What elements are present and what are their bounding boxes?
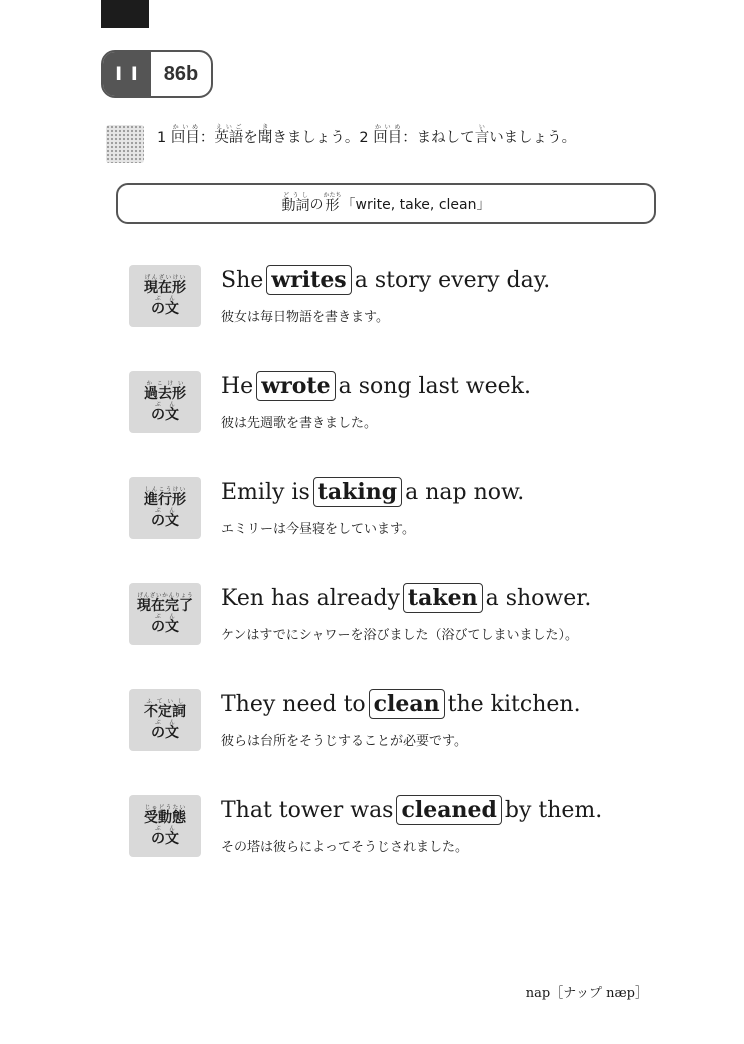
japanese-translation: 彼女は毎日物語を書きます。 [221,310,389,325]
verb-box: taking [313,477,402,507]
japanese-translation: 彼は先週歌を書きました。 [221,416,378,431]
grammar-label: 現在形げんざいけい の文ぶん [129,265,201,327]
pronunciation-note: nap［ナップ næp］ [525,986,648,1001]
track-number-badge [101,50,213,98]
track-side-label: I I [103,52,151,96]
grammar-label: 現在完了げんざいかんりょう の文ぶん [129,583,201,645]
section-title: 動詞どうし の 形かたち 「write, take, clean」 [116,183,656,224]
japanese-translation: その塔は彼らによってそうじされました。 [221,840,469,855]
verb-box: clean [369,689,445,719]
sentence-row [129,265,649,345]
english-sentence: They need to clean the kitchen. [221,691,581,717]
grammar-label: 進行形しんこうけい の文ぶん [129,477,201,539]
track-number: 86b [163,62,199,85]
english-sentence: Ken has already taken a shower. [221,585,592,611]
japanese-translation: エミリーは今昼寝をしています。 [221,522,415,537]
page-corner-tab [101,0,149,28]
english-sentence: She writes a story every day. [221,267,551,293]
sentence-row [129,583,649,663]
grammar-label: 受動態じゅどうたい の文ぶん [129,795,201,857]
sentence-row [129,689,649,769]
sentence-row [129,477,649,557]
qr-code-icon [106,125,144,163]
sentence-row [129,371,649,451]
japanese-translation: 彼らは台所をそうじすることが必要です。 [221,734,467,749]
verb-box: wrote [256,371,335,401]
verb-box: cleaned [396,795,501,825]
grammar-label: 不定詞ふていし の文ぶん [129,689,201,751]
grammar-label: 過去形かこけい の文ぶん [129,371,201,433]
japanese-translation: ケンはすでにシャワーを浴びました（浴びてしまいました）。 [221,628,578,643]
sentence-row [129,795,649,875]
english-sentence: That tower was cleaned by them. [221,797,603,823]
verb-box: writes [266,265,351,295]
instruction-text: 1 回目かいめ：英語えいごを聞ききましょう。2 回目かいめ：まねして言いいましょう。 [157,124,577,146]
english-sentence: Emily is taking a nap now. [221,479,525,505]
verb-box: taken [403,583,483,613]
english-sentence: He wrote a song last week. [221,373,531,399]
